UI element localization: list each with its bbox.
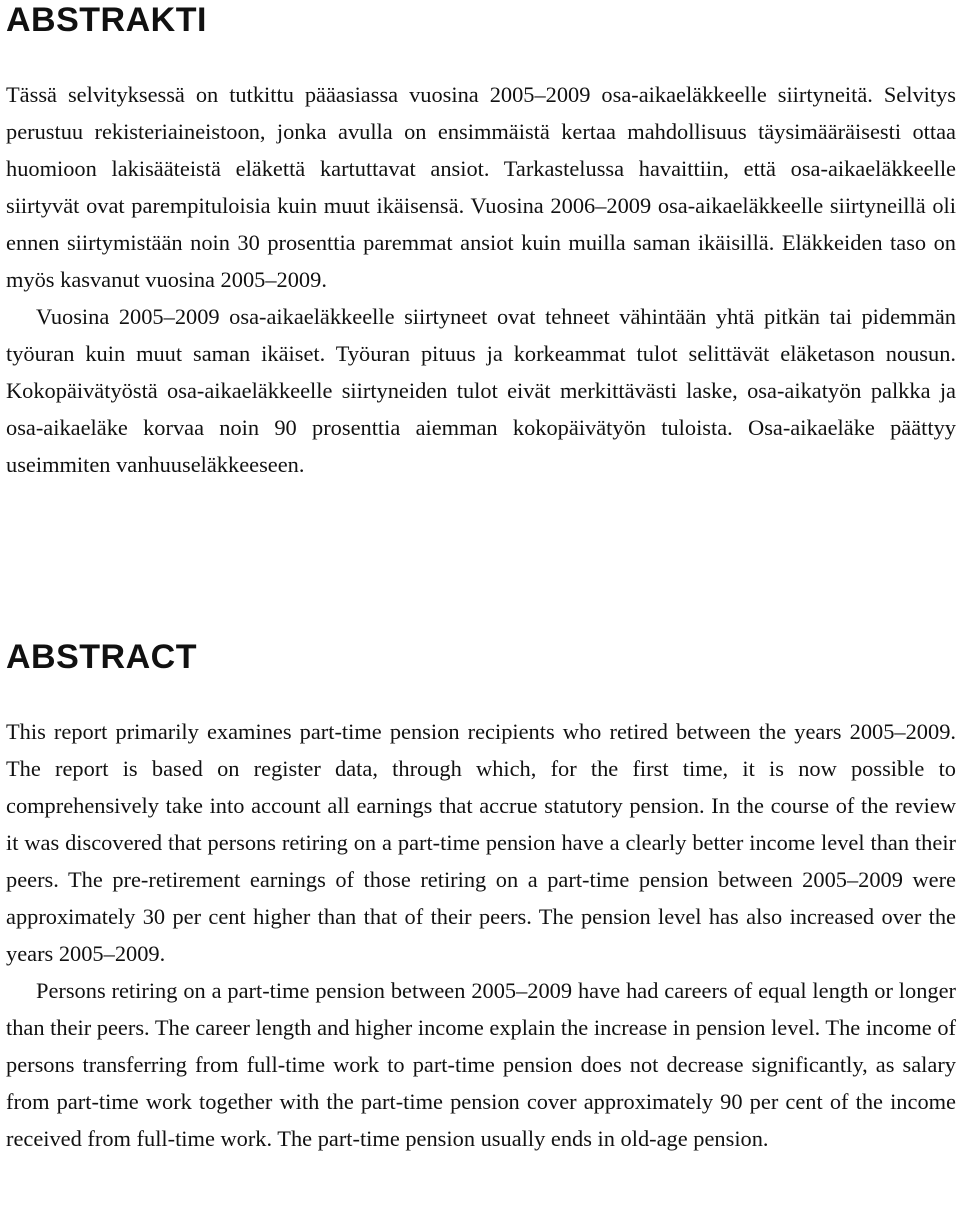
abstract-paragraph-1: This report primarily examines part-time pension recipients who retired between the years 2005–2009. The report is based on register data, through which, for the first time, it is now possible to comprehensively take into account all earnings that accrue statutory pension. In the course of the review it was discovered that persons retiring on a part-time pension have a clearly better income level than their peers. The pre-retirement earnings of those retiring on a part-time pension between 2005–2009 were approximately 30 per cent higher than that of their peers. The pension level has also increased over the years 2005–2009.: [6, 719, 956, 966]
abstrakti-paragraph-1: Tässä selvityksessä on tutkittu pääasiassa vuosina 2005–2009 osa-aikaeläkkeelle siirtyneitä. Selvitys perustuu rekisteriaineistoon, jonka avulla on ensimmäistä kertaa mahdollisuus täysimääräisesti ottaa huomioon lakisääteistä eläkettä kartuttavat ansiot. Tarkastelussa havaittiin, että osa-aikaeläkkeelle siirtyvät ovat parempituloisia kuin muut ikäisensä. Vuosina 2006–2009 osa-aikaeläkkeelle siirtyneillä oli ennen siirtymistään noin 30 prosenttia paremmat ansiot kuin muilla saman ikäisillä. Eläkkeiden taso on myös kasvanut vuosina 2005–2009.: [6, 82, 956, 292]
abstract-section: [6, 713, 956, 1157]
abstrakti-heading: ABSTRAKTI: [6, 1, 207, 39]
abstrakti-paragraph-2: Vuosina 2005–2009 osa-aikaeläkkeelle siirtyneet ovat tehneet vähintään yhtä pitkän tai pidemmän työuran kuin muut saman ikäiset. Työuran pituus ja korkeammat tulot selittävät eläketason nousun. Kokopäivätyöstä osa-aikaeläkkeelle siirtyneiden tulot eivät merkittävästi laske, osa-aikatyön palkka ja osa-aikaeläke korvaa noin 90 prosenttia aiemman kokopäivätyön tuloista. Osa-aikaeläke päättyy useimmiten vanhuuseläkkeeseen.: [6, 304, 956, 477]
abstract-heading: ABSTRACT: [6, 638, 197, 676]
abstract-paragraph-2: Persons retiring on a part-time pension between 2005–2009 have had careers of equal length or longer than their peers. The career length and higher income explain the increase in pension level. The income of persons transferring from full-time work to part-time pension does not decrease significantly, as salary from part-time work together with the part-time pension cover approximately 90 per cent of the income received from full-time work. The part-time pension usually ends in old-age pension.: [6, 978, 956, 1151]
abstrakti-section: [6, 76, 956, 483]
